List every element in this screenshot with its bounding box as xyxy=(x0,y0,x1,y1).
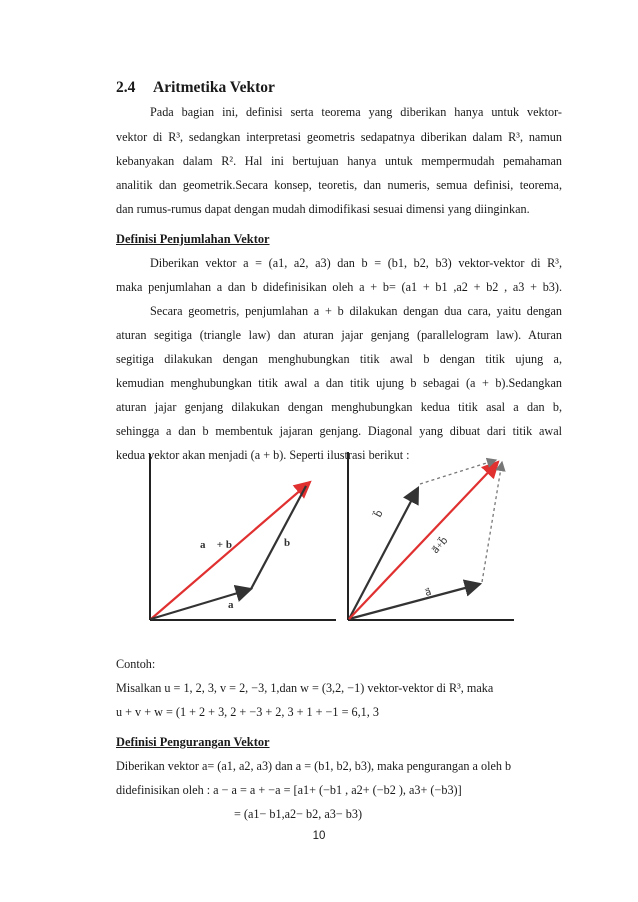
def-sub-line-2: didefinisikan oleh : a − a = a + −a = [a1+ (−b1 , a2+ (−b2 ), a3+ (−b3)] xyxy=(116,783,462,797)
label-a-right: a⃗ xyxy=(423,586,433,599)
section-heading xyxy=(116,79,275,97)
def-add-line-2: maka penjumlahan a dan b didefinisikan oleh a + b= (a1 + b1 ,a2 + b2 , a3 + b3). xyxy=(116,280,562,294)
label-b-left: b⃗ xyxy=(284,537,299,549)
intro-line-3: kebanyakan dalam R². Hal ini bertujuan hanya untuk mempermudah pemahaman xyxy=(116,154,562,168)
def-sub-heading: Definisi Pengurangan Vektor xyxy=(116,735,270,749)
example-label: Contoh: xyxy=(116,657,156,671)
def-sub-line-1: Diberikan vektor a= (a1, a2, a3) dan a = (b1, b2, b3), maka pengurangan a oleh b xyxy=(116,759,512,773)
page-number: 10 xyxy=(312,830,326,842)
def-add-heading: Definisi Penjumlahan Vektor xyxy=(116,232,270,246)
def-add-line-3: Secara geometris, penjumlahan a + b dilakukan dengan dua cara, yaitu dengan xyxy=(150,304,562,318)
dashed-b-translated xyxy=(482,462,502,582)
vector-b-right-arrow xyxy=(349,488,418,619)
example-line-2: u + v + w = (1 + 2 + 3, 2 + −3 + 2, 3 + 1 + −1 = 6,1, 3 xyxy=(116,705,379,719)
section-number: 2.4 xyxy=(116,79,136,96)
label-sum-right: a⃗+b⃗ xyxy=(430,535,451,557)
vector-sum-right-arrow xyxy=(349,462,498,619)
label-sum-left: a⃗ + b⃗ xyxy=(200,539,241,551)
vector-a-right-arrow xyxy=(349,584,480,619)
def-add-line-7: aturan jajar genjang dilakukan dengan menghubungkan kedua titik asal a dan b, xyxy=(116,400,562,414)
def-add-line-6: kemudian menghubungkan titik awal a dan titik ujung b sebagai (a + b).Sedangkan xyxy=(116,376,562,390)
label-a-left: a⃗ xyxy=(228,599,243,611)
example-line-1: Misalkan u = 1, 2, 3, v = 2, −3, 1,dan w = (3,2, −1) vektor-vektor di R³, maka xyxy=(116,681,494,695)
parallelogram-law-figure xyxy=(340,448,516,631)
section-title: Aritmetika Vektor xyxy=(153,79,275,96)
def-add-line-9: kedua vektor akan menjadi (a + b). Seperti ilustrasi berikut : xyxy=(116,448,410,462)
def-sub-line-3: = (a1− b1,a2− b2, a3− b3) xyxy=(234,807,363,821)
label-b-right: b⃗ xyxy=(372,508,386,520)
intro-line-5: dan rumus-rumus dapat dengan mudah dimodifikasi sesuai dimensi yang diinginkan. xyxy=(116,202,530,216)
def-add-line-5: segitiga dilakukan dengan menghubungkan titik awal b dengan titik ujung a, xyxy=(116,352,562,366)
intro-line-4: analitik dan geometrik.Secara konsep, teoretis, dan numeris, semua definisi, teorema, xyxy=(116,178,562,192)
def-add-line-1: Diberikan vektor a = (a1, a2, a3) dan b = (b1, b2, b3) vektor-vektor di R³, xyxy=(150,256,562,270)
intro-line-1: Pada bagian ini, definisi serta teorema yang diberikan hanya untuk vektor- xyxy=(150,105,562,119)
triangle-law-figure xyxy=(142,448,338,631)
intro-line-2: vektor di R³, sedangkan interpretasi geometris sedapatnya diberikan dalam R³, namun xyxy=(116,130,562,144)
dashed-a-translated xyxy=(420,460,496,484)
def-add-line-8: sehingga a dan b membentuk jajaran genjang. Diagonal yang dibuat dari titik awal xyxy=(116,424,562,438)
def-add-line-4: aturan segitiga (triangle law) dan aturan jajar genjang (parallelogram law). Aturan xyxy=(116,328,562,342)
